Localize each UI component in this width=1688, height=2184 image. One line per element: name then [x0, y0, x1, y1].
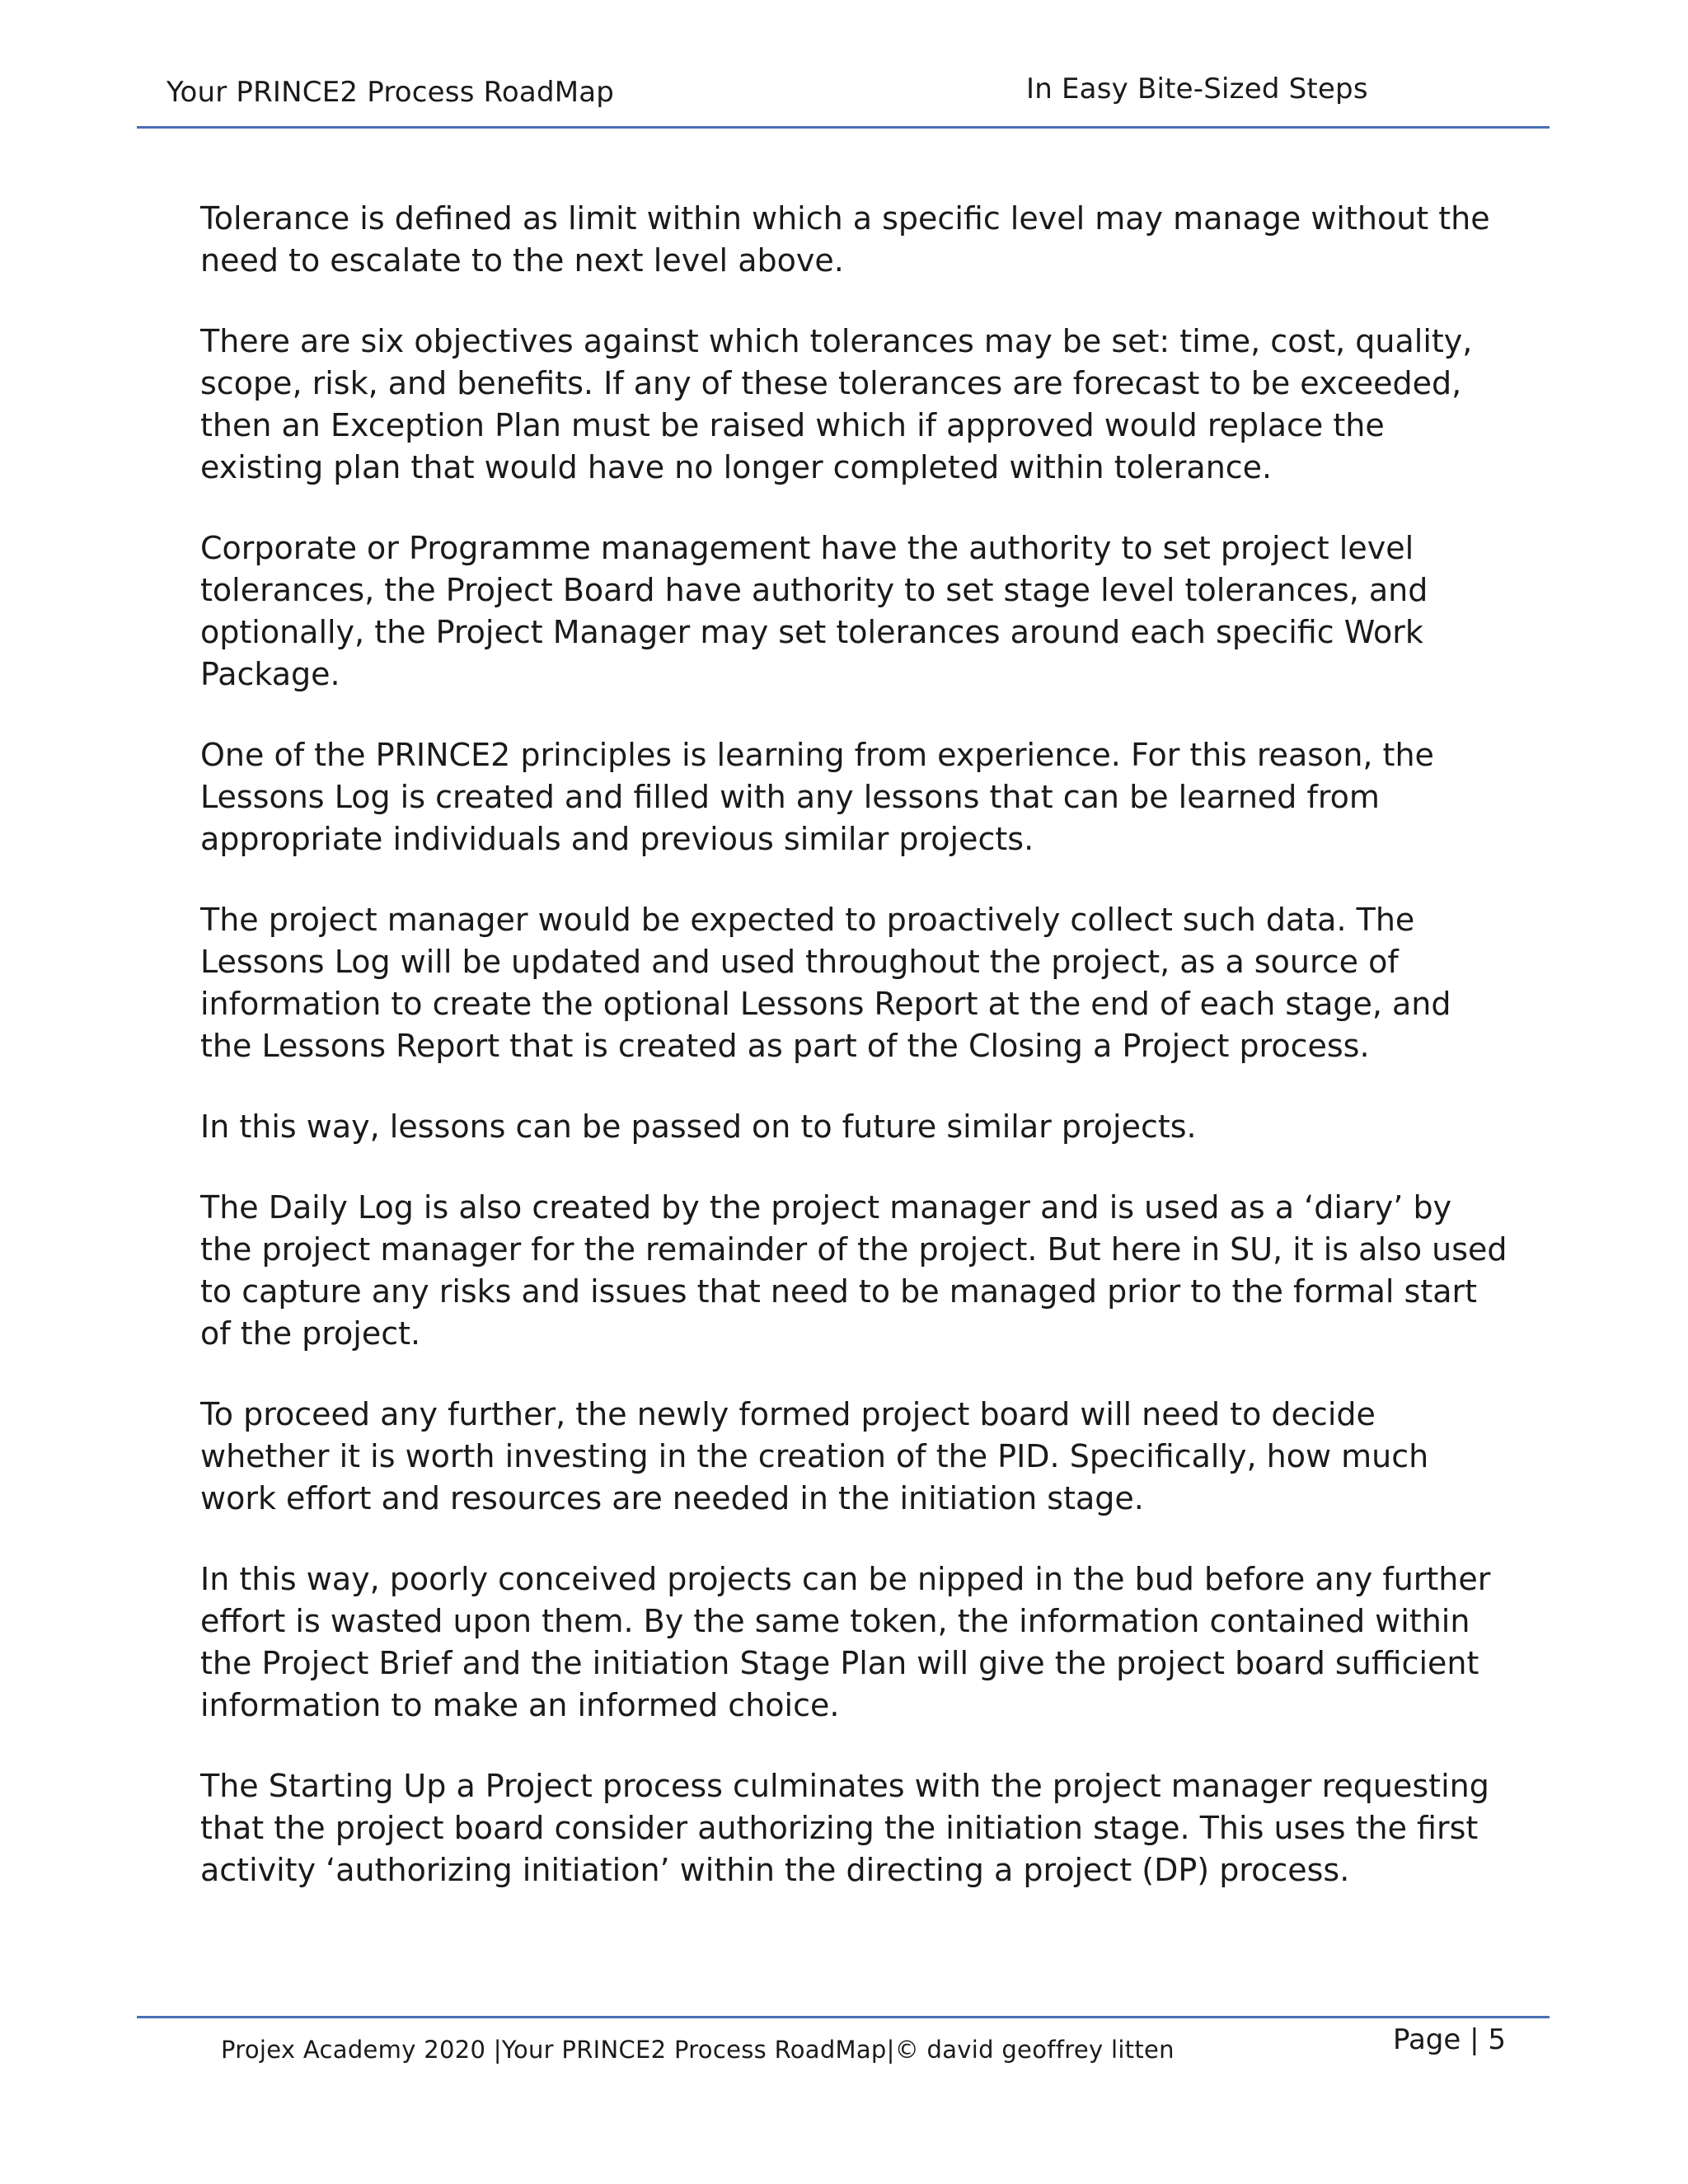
- header-title-left: Your PRINCE2 Process RoadMap: [166, 76, 615, 109]
- footer-credit: Projex Academy 2020 |Your PRINCE2 Process RoadMap|© david geoffrey litten: [221, 2036, 1175, 2064]
- footer-divider: [137, 2016, 1550, 2018]
- paragraph: Tolerance is defined as limit within which a specific level may manage without the need to escalate to the next level above.: [200, 200, 1490, 279]
- paragraph: One of the PRINCE2 principles is learning from experience. For this reason, the Lessons Log is created and filled with any lessons that can be learned from appropriate individuals and previous similar projects.: [200, 737, 1434, 857]
- paragraph: The project manager would be expected to proactively collect such data. The Lessons Log will be updated and used throughout the project, as a source of information to create the optional Lessons Report at the end of each stage, and the Lessons Report that is created as part of the Closing a Project process.: [200, 902, 1451, 1064]
- paragraph: In this way, lessons can be passed on to future similar projects.: [200, 1108, 1197, 1145]
- page-number: Page | 5: [1393, 2023, 1507, 2056]
- paragraph: To proceed any further, the newly formed project board will need to decide whether it is worth investing in the creation of the PID. Specifically, how much work effort and resources are needed in the initiation stage.: [200, 1396, 1429, 1516]
- body-text: [200, 198, 1511, 1930]
- paragraph: The Starting Up a Project process culminates with the project manager requesting that the project board consider authorizing the initiation stage. This uses the first activity ‘authorizing initiation’ within the directing a project (DP) process.: [200, 1768, 1489, 1888]
- paragraph: The Daily Log is also created by the project manager and is used as a ‘diary’ by the project manager for the remainder of the project. But here in SU, it is also used to capture any risks and issues that need to be managed prior to the formal start of the project.: [200, 1189, 1507, 1352]
- header-title-right: In Easy Bite-Sized Steps: [1026, 73, 1368, 105]
- header-divider: [137, 126, 1550, 129]
- paragraph: There are six objectives against which tolerances may be set: time, cost, quality, scope, risk, and benefits. If any of these tolerances are forecast to be exceeded, then an Exception Plan must be raised which if approved would replace the existing plan that would have no longer completed within tolerance.: [200, 323, 1473, 485]
- paragraph: In this way, poorly conceived projects can be nipped in the bud before any further effort is wasted upon them. By the same token, the information contained within the Project Brief and the initiation Stage Plan will give the project board sufficient information to make an informed choice.: [200, 1561, 1491, 1723]
- paragraph: Corporate or Programme management have the authority to set project level tolerances, the Project Board have authority to set stage level tolerances, and optionally, the Project Manager may set tolerances around each specific Work Package.: [200, 530, 1428, 692]
